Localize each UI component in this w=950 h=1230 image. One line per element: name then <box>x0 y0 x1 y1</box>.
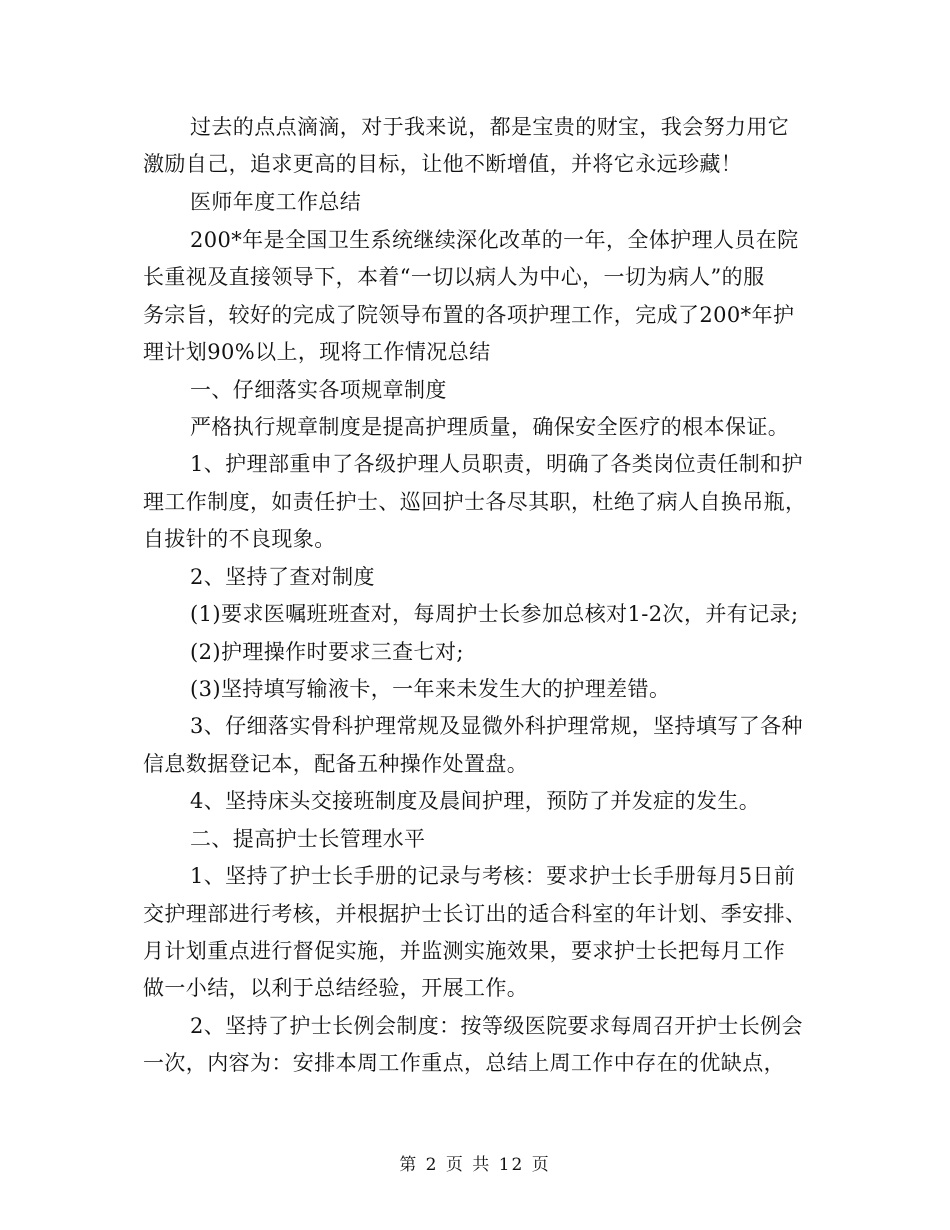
text-line: 长重视及直接领导下，本着“一切以病人为中心，一切为病人”的服 <box>143 265 765 289</box>
text-line: 自拔针的不良现象。 <box>143 527 336 551</box>
text-line: 严格执行规章制度是提高护理质量，确保安全医疗的根本保证。 <box>190 415 790 439</box>
document-heading: 医师年度工作总结 <box>190 190 362 214</box>
text-line: 1、护理部重申了各级护理人员职责，明确了各类岗位责任制和护 <box>190 452 803 476</box>
text-line: 务宗旨，较好的完成了院领导布置的各项护理工作，完成了200*年护 <box>143 303 795 327</box>
text-line: 理计划90%以上，现将工作情况总结 <box>143 340 491 364</box>
text-line: 月计划重点进行督促实施，并监测实施效果，要求护士长把每月工作 <box>143 939 785 963</box>
text-line: 一次，内容为：安排本周工作重点，总结上周工作中存在的优缺点， <box>143 1051 785 1075</box>
text-line: 2、坚持了护士长例会制度：按等级医院要求每周召开护士长例会 <box>190 1014 803 1038</box>
text-line: 理工作制度，如责任护士、巡回护士各尽其职，杜绝了病人自换吊瓶， <box>143 490 807 514</box>
page-number: 第 2 页 共 12 页 <box>399 1155 551 1175</box>
text-line: 3、仔细落实骨科护理常规及显微外科护理常规，坚持填写了各种 <box>190 714 803 738</box>
text-line: 交护理部进行考核，并根据护士长订出的适合科室的年计划、季安排、 <box>143 902 807 926</box>
section-heading: 一、仔细落实各项规章制度 <box>190 378 447 402</box>
section-heading: 二、提高护士长管理水平 <box>190 827 426 851</box>
text-line: 200*年是全国卫生系统继续深化改革的一年，全体护理人员在院 <box>190 228 799 252</box>
text-line: (3)坚持填写输液卡，一年来未发生大的护理差错。 <box>190 677 671 701</box>
text-line: 2、坚持了查对制度 <box>190 565 375 589</box>
text-line: (2)护理操作时要求三查七对; <box>190 640 464 664</box>
text-line: 4、坚持床头交接班制度及晨间护理，预防了并发症的发生。 <box>190 789 761 813</box>
text-line: 1、坚持了护士长手册的记录与考核：要求护士长手册每月5日前 <box>190 864 796 888</box>
text-line: (1)要求医嘱班班查对，每周护士长参加总核对1-2次，并有记录; <box>190 602 799 626</box>
text-line: 激励自己，追求更高的目标，让他不断增值，并将它永远珍藏！ <box>143 152 743 176</box>
text-line: 信息数据登记本，配备五种操作处置盘。 <box>143 752 529 776</box>
text-line: 做一小结，以利于总结经验，开展工作。 <box>143 976 529 1000</box>
text-line: 过去的点点滴滴，对于我来说，都是宝贵的财宝，我会努力用它 <box>190 115 790 139</box>
